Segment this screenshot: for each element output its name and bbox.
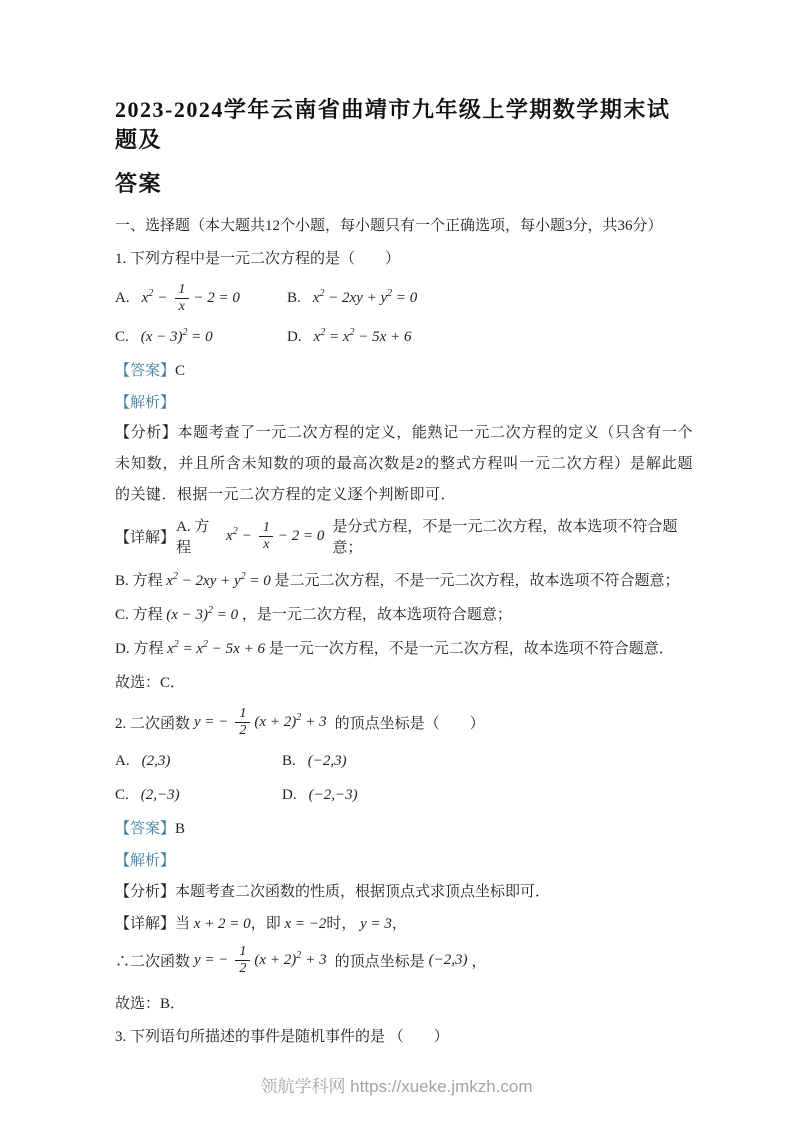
q2-therefore-formula: y = − $\frac{1}{2}$ $(x + 2)^2$ + 3 <box>194 944 327 976</box>
q2-therefore-line <box>115 937 693 983</box>
q2-option-c-label: C. <box>115 787 129 803</box>
jiexi-tag: 【解析】 <box>115 395 176 411</box>
q2-option-b-label: B. <box>282 753 296 769</box>
q2-option-d-value: (−2,−3) <box>308 787 358 803</box>
q1-detail-a-formula: $x^2$ − $\frac{1}{x}$ − 2 = 0 <box>226 520 325 552</box>
q1-detail-c-pre: C. 方程 <box>115 607 163 623</box>
q1-detail-b-line <box>115 570 693 592</box>
fenxi-tag: 【分析】 <box>115 425 178 441</box>
q1-detail-a-pre: A. 方程 <box>176 519 210 556</box>
q1-detail-d-pre: D. 方程 <box>115 641 164 657</box>
q2-detail-math3: y = 3 <box>360 916 392 932</box>
q1-detail-c-formula: $(x - 3)^2 = 0$ <box>166 605 239 623</box>
q1-detail-b-post: 是二元二次方程，不是一元二次方程，故本选项不符合题意； <box>274 573 680 589</box>
q2-stem-number: 2. 二次函数 <box>115 715 191 732</box>
q1-detail-d-formula: $x^2 = x^2 - 5x + 6$ <box>167 639 265 657</box>
q1-option-a <box>115 282 287 314</box>
section-heading: 一、选择题（本大题共12个小题，每小题只有一个正确选项，每小题3分，共36分） <box>115 218 663 234</box>
q2-detail-math1: x + 2 = 0 <box>193 916 251 932</box>
q1-options-row-cd <box>115 329 693 346</box>
q2-option-c <box>115 787 282 804</box>
q2-options-row-ab <box>115 753 693 770</box>
q1-detail-d-post: 是一元一次方程，不是一元二次方程，故本选项不符合题意． <box>268 641 674 657</box>
q1-detail-b-formula: $x^2 - 2xy + y^2 = 0$ <box>166 571 271 589</box>
q2-option-c-value: (2,−3) <box>140 787 180 803</box>
q1-option-d <box>287 329 693 346</box>
q2-therefore-post: 的顶点坐标是 <box>334 953 425 970</box>
q1-detail-a-line <box>115 513 693 559</box>
fraction: $\frac{1}{x}$ <box>174 282 189 314</box>
q2-options-row-cd <box>115 787 693 804</box>
fraction: $\frac{1}{x}$ <box>259 520 274 552</box>
q1-answer-line <box>115 360 693 382</box>
page-title-line2: 答案 <box>115 171 163 196</box>
q3-stem: 3. 下列语句所描述的事件是随机事件的是 （ ） <box>115 1029 449 1045</box>
q1-fenxi-paragraph <box>115 418 693 511</box>
q1-option-b-formula: $x^2 - 2xy + y^2 = 0$ <box>312 287 418 306</box>
answer-tag: 【答案】 <box>115 821 176 837</box>
q1-option-b-label: B. <box>287 289 301 306</box>
q2-therefore-end: ， <box>471 953 487 970</box>
q2-detail-mid2: 时， <box>326 916 357 932</box>
fenxi-tag: 【分析】 <box>115 884 176 900</box>
q1-option-c-formula: $(x - 3)^2 = 0$ <box>140 327 213 345</box>
q2-answer-value: B <box>175 821 186 837</box>
q2-answer-line <box>115 818 693 840</box>
q1-detail-c-line <box>115 604 693 626</box>
xiangjie-tag: 【详解】 <box>115 916 176 932</box>
q2-option-a <box>115 753 282 770</box>
q2-detail-mid: ，即 <box>250 916 281 932</box>
q2-option-d-label: D. <box>282 787 297 803</box>
q2-detail-line <box>115 913 693 935</box>
q2-detail-math2: x = −2 <box>284 916 327 932</box>
page-title-line1: 2023-2024学年云南省曲靖市九年级上学期数学期末试题及 <box>115 97 671 152</box>
fraction: $\frac{1}{2}$ <box>235 706 250 738</box>
fraction: $\frac{1}{2}$ <box>235 944 250 976</box>
q2-jiexi-line <box>115 850 693 872</box>
q1-option-c <box>115 329 287 346</box>
q2-fenxi-text: 本题考查二次函数的性质，根据顶点式求顶点坐标即可． <box>175 884 551 900</box>
q1-stem: 1. 下列方程中是一元二次方程的是（ ） <box>115 251 401 267</box>
q2-stem <box>115 699 693 745</box>
q1-detail-b-pre: B. 方程 <box>115 573 163 589</box>
jiexi-tag: 【解析】 <box>115 853 176 869</box>
q1-option-a-label: A. <box>115 289 130 306</box>
q2-detail-end: ， <box>391 916 407 932</box>
q1-detail-c-post: ，是一元二次方程，故本选项符合题意； <box>241 607 512 623</box>
q2-option-a-value: (2,3) <box>141 753 171 769</box>
answer-tag: 【答案】 <box>115 363 176 379</box>
q1-option-c-label: C. <box>115 329 129 345</box>
q2-conclusion: 故选：B． <box>115 996 186 1012</box>
q1-option-d-formula: $x^2 = x^2 - 5x + 6$ <box>313 327 412 345</box>
q1-answer-value: C <box>175 363 186 379</box>
q1-option-a-formula: $x^2$ − $\frac{1}{x}$ − 2 = 0 <box>141 282 240 314</box>
q2-option-a-label: A. <box>115 753 130 769</box>
q2-detail-pre: 当 <box>175 916 191 932</box>
q1-options-row-ab <box>115 275 693 321</box>
q2-stem-post: 的顶点坐标是（ ） <box>334 715 485 732</box>
q2-option-b-value: (−2,3) <box>307 753 347 769</box>
q2-option-d <box>282 787 693 804</box>
q1-detail-d-line <box>115 638 693 660</box>
watermark-footer: 领航学科网 https://xueke.jmkzh.com <box>260 1077 533 1096</box>
q2-option-b <box>282 753 693 770</box>
q1-option-b <box>287 287 693 307</box>
q1-jiexi-line <box>115 392 693 414</box>
q2-stem-formula: y = − $\frac{1}{2}$ $(x + 2)^2$ + 3 <box>194 706 327 738</box>
q1-detail-a-post: 是分式方程，不是一元二次方程，故本选项不符合题意； <box>332 519 678 556</box>
q1-fenxi-text: 本题考查了一元二次方程的定义，能熟记一元二次方程的定义（只含有一个未知数，并且所含未知数的项的最高次数是2的整式方程叫一元二次方程）是解此题的关键．根据一元二次方程的定义逐个判断即可． <box>115 425 693 503</box>
q1-option-d-label: D. <box>287 329 302 345</box>
q2-fenxi-line <box>115 881 693 903</box>
q1-conclusion: 故选：C． <box>115 675 186 691</box>
q2-therefore-pre: ∴二次函数 <box>115 953 191 970</box>
xiangjie-tag: 【详解】 <box>115 529 176 546</box>
q2-vertex-coordinate: (−2,3) <box>428 951 468 968</box>
